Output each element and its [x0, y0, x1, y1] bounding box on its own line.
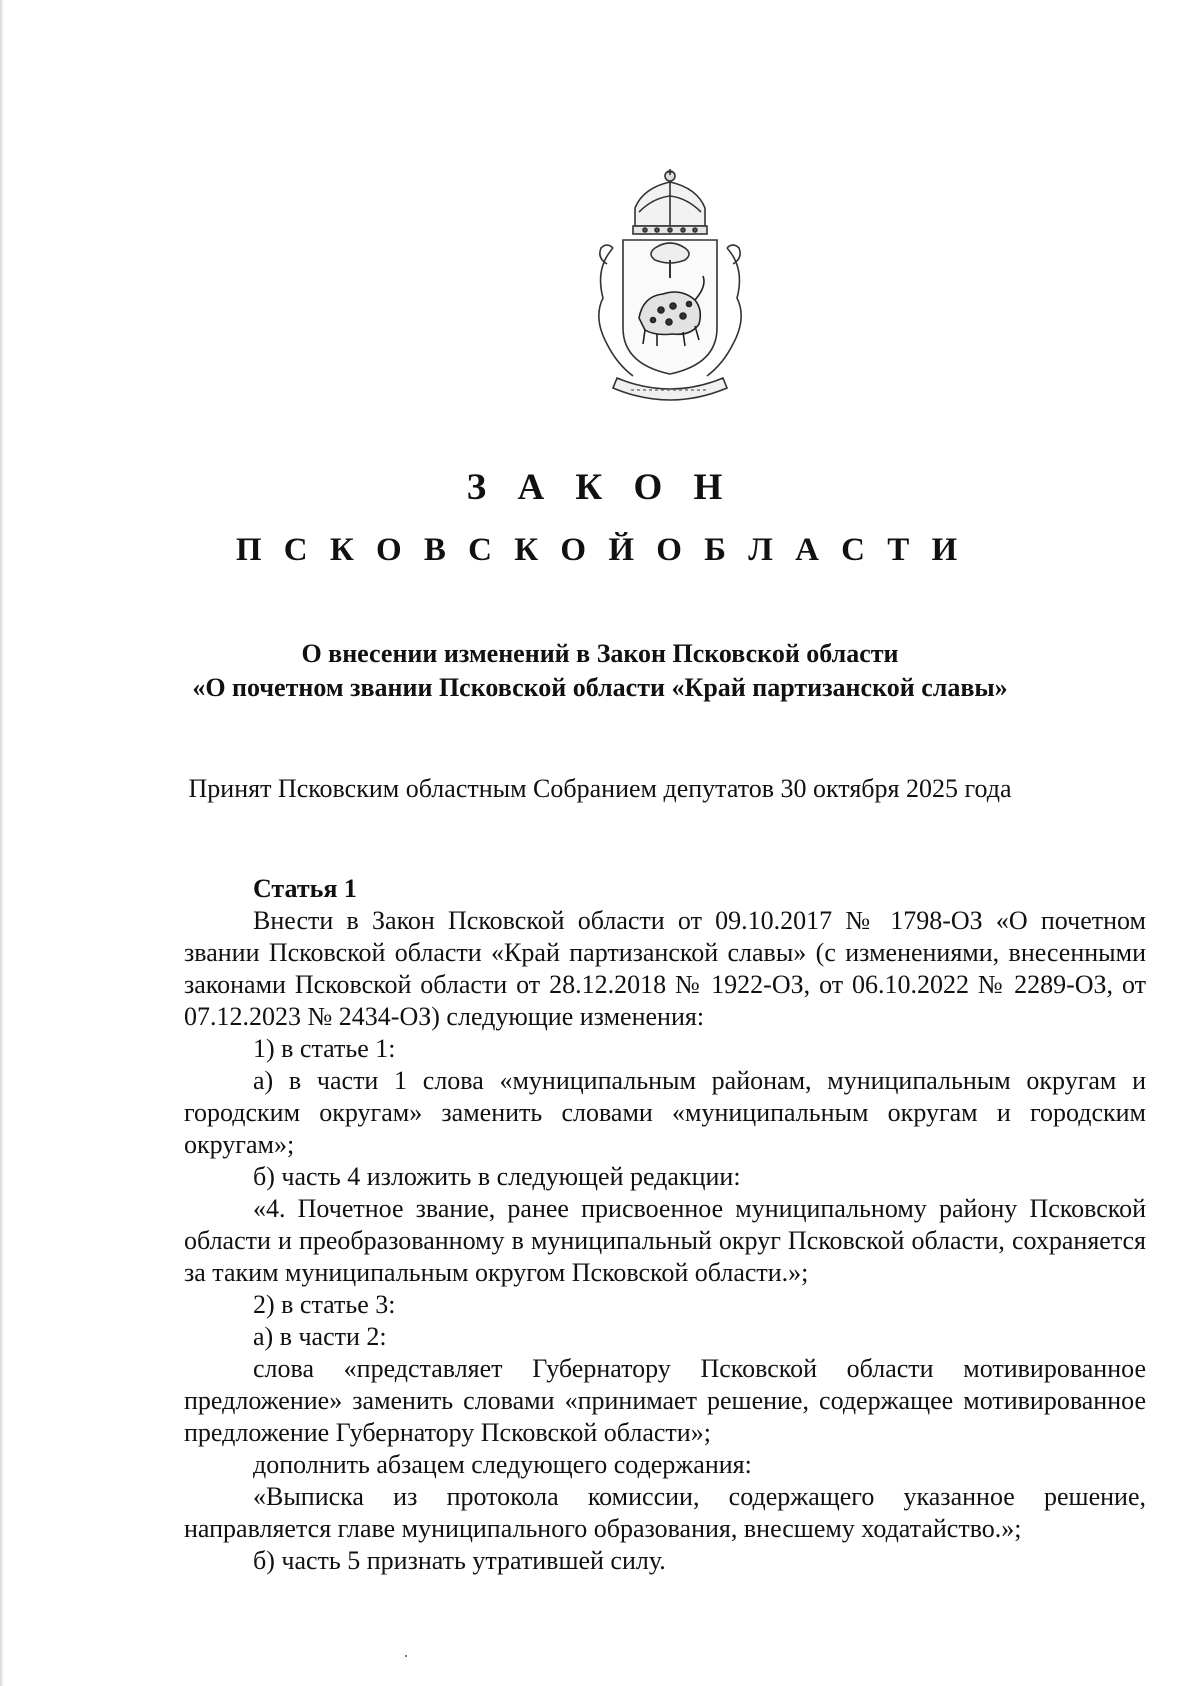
article-paragraph: Внести в Закон Псковской области от 09.10.2017 № 1798-ОЗ «О почетном звании Псковской области «Край партизанской славы» (с изменениями, внесенными законами Псковской области от 28.12.2018 № 1922-ОЗ, от 06.10.2022 № 2289-ОЗ, от 07.12.2023 № 2434-ОЗ) следующие изменения:	[184, 906, 1146, 1031]
region-title: П С К О В С К О Й О Б Л А С Т И	[235, 532, 965, 568]
crown-icon	[633, 169, 707, 234]
article-paragraph: б) часть 5 признать утратившей силу.	[253, 1546, 666, 1575]
article-heading: Статья 1	[253, 874, 357, 903]
article-paragraph: «4. Почетное звание, ранее присвоенное муниципальному району Псковской области и преобразованному в муниципальный округ Псковской области, сохраняется за таким муниципальным округом Псковской области.»;	[184, 1194, 1146, 1287]
article-paragraph: 1) в статье 1:	[253, 1034, 396, 1063]
article-paragraph: слова «представляет Губернатору Псковской области мотивированное предложение» заменить словами «принимает решение, содержащее мотивированное предложение Губернатору Псковской области»;	[184, 1354, 1146, 1447]
article-1	[184, 873, 1146, 1577]
scan-edge	[0, 0, 4, 1686]
adoption-note: Принят Псковским областным Собранием депутатов 30 октября 2025 года	[188, 774, 1012, 803]
ribbon-icon	[613, 378, 727, 400]
scan-speck	[405, 1655, 407, 1657]
law-subject	[0, 637, 1200, 705]
article-paragraph: «Выписка из протокола комиссии, содержащего указанное решение, направляется главе муниципального образования, внесшему ходатайство.»;	[184, 1482, 1146, 1543]
article-paragraph: 2) в статье 3:	[253, 1290, 396, 1319]
subject-line-1: О внесении изменений в Закон Псковской области	[301, 639, 899, 668]
article-paragraph: дополнить абзацем следующего содержания:	[253, 1450, 752, 1479]
article-paragraph: а) в части 1 слова «муниципальным районам, муниципальным округам и городским округам» заменить словами «муниципальным округам и городским округам»;	[184, 1066, 1146, 1159]
pskov-coat-of-arms-icon	[573, 168, 767, 406]
law-title: З А К О Н	[466, 467, 734, 508]
article-paragraph: а) в части 2:	[253, 1322, 387, 1351]
article-paragraph: б) часть 4 изложить в следующей редакции:	[253, 1162, 741, 1191]
subject-line-2: «О почетном звании Псковской области «Край партизанской славы»	[192, 673, 1008, 702]
